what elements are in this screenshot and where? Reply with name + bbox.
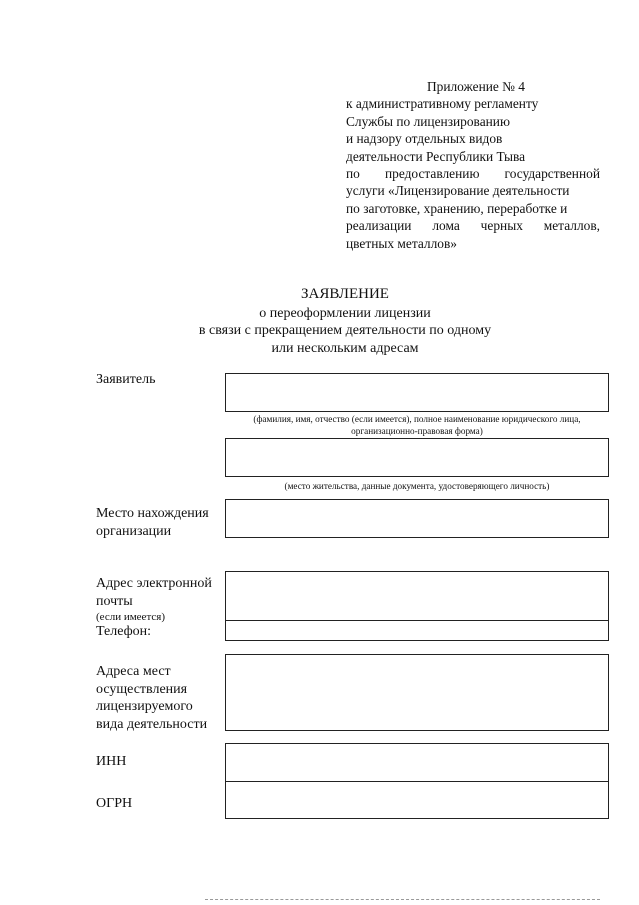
appendix-word: государственной [504, 166, 600, 182]
phone-label: Телефон: [96, 624, 152, 639]
inn-label: ИНН [96, 754, 127, 769]
applicant-residence-field[interactable] [225, 438, 609, 477]
email-phone-box [225, 571, 609, 641]
page-footer-line [205, 899, 600, 900]
appendix-line: услуги «Лицензирование деятельности [346, 183, 570, 199]
appendix-word: черных [480, 218, 523, 234]
ogrn-field[interactable] [226, 782, 608, 818]
appendix-line: цветных металлов» [346, 235, 457, 251]
applicant-name-caption [225, 414, 609, 437]
document-title: ЗАЯВЛЕНИЕ [301, 286, 389, 302]
appendix-word: по [346, 166, 360, 182]
caption-line: организационно-правовая форма) [351, 425, 483, 436]
inn-field[interactable] [226, 744, 608, 781]
location-label [96, 505, 209, 540]
label-line: вида деятельности [96, 716, 208, 732]
applicant-name-field[interactable] [225, 373, 609, 412]
appendix-word: лома [432, 218, 460, 234]
appendix-line: Службы по лицензированию [346, 113, 510, 129]
residence-caption: (место жительства, данные документа, удостоверяющего личность) [284, 481, 550, 491]
label-line: лицензируемого [96, 699, 193, 714]
label-line: Место нахождения [96, 506, 209, 521]
label-line: организации [96, 523, 172, 539]
addresses-field[interactable] [225, 654, 609, 731]
phone-field[interactable] [226, 621, 608, 640]
label-line: осуществления [96, 681, 188, 697]
caption-line: (фамилия, имя, отчество (если имеется), полное наименование юридического лица, [253, 414, 581, 424]
appendix-line: к административному регламенту [346, 96, 539, 112]
ogrn-label: ОГРН [96, 796, 133, 811]
appendix-word: металлов, [543, 218, 600, 234]
inn-ogrn-box [225, 743, 609, 819]
document-subtitle-line: или нескольким адресам [271, 340, 419, 356]
appendix-title: Приложение № 4 [426, 79, 526, 94]
document-heading [150, 286, 540, 357]
document-subtitle-line: в связи с прекращением деятельности по одному [198, 323, 492, 338]
appendix-line: и надзору отдельных видов [346, 131, 503, 147]
appendix-word: предоставлению [384, 166, 480, 182]
label-line: Адрес электронной [96, 576, 212, 591]
appendix-word: реализации [346, 218, 412, 234]
document-subtitle-line: о переоформлении лицензии [259, 305, 431, 321]
email-field[interactable] [226, 572, 608, 620]
appendix-header [346, 78, 600, 252]
label-line: Адреса мест [96, 664, 171, 679]
email-label [96, 575, 212, 610]
addresses-label [96, 663, 207, 733]
label-line: почты [96, 593, 133, 609]
location-field[interactable] [225, 499, 609, 538]
appendix-line-justified [346, 217, 600, 234]
appendix-line: деятельности Республики Тыва [346, 148, 526, 164]
applicant-label: Заявитель [96, 372, 156, 387]
appendix-line: по заготовке, хранению, переработке и [346, 200, 568, 216]
email-note: (если имеется) [96, 611, 165, 623]
appendix-line-justified [346, 165, 600, 182]
